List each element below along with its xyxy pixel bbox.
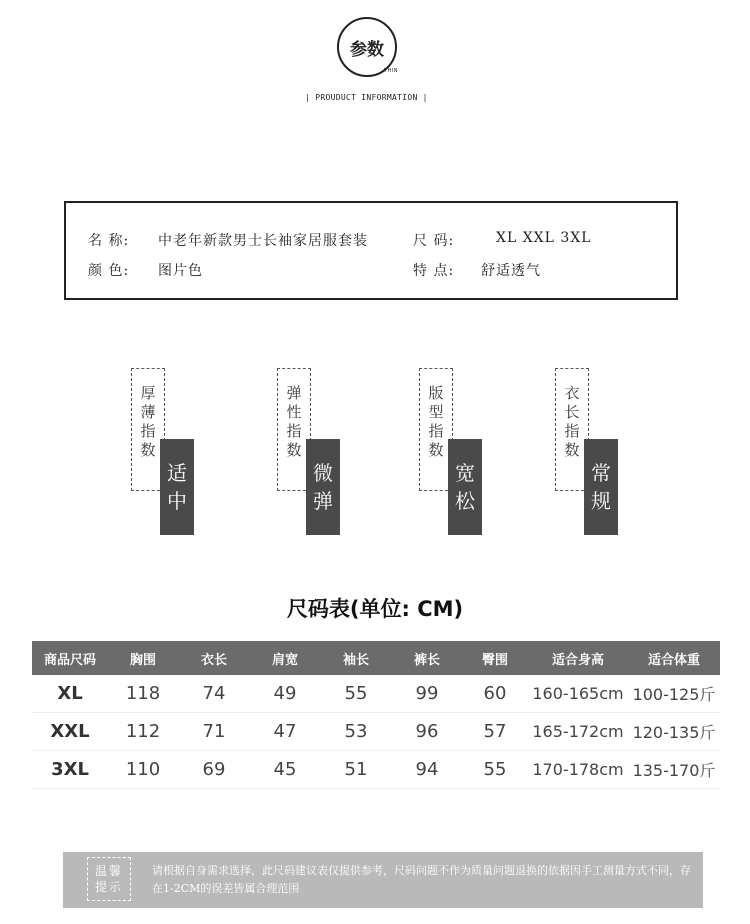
size-value: XL XXL 3XL [496, 230, 592, 246]
cell-height: 165-172cm [528, 713, 628, 751]
size-chart-header-row [32, 641, 720, 675]
table-row [32, 751, 720, 789]
thickness-index-label: 厚 薄 指 数 [131, 368, 165, 491]
badge-subtext: THIN [384, 68, 399, 74]
cell-size: 3XL [32, 751, 108, 789]
cell-hip: 57 [462, 713, 528, 751]
header-sleeve: 袖长 [320, 641, 392, 675]
tip-tag: 温馨 提示 [87, 857, 131, 901]
cell-sleeve: 51 [320, 751, 392, 789]
cell-pants-length: 96 [392, 713, 462, 751]
product-info-box [64, 201, 678, 300]
size-chart-title: 尺码表(单位: CM) [286, 597, 464, 621]
elasticity-index-label: 弹 性 指 数 [277, 368, 311, 491]
cell-chest: 112 [108, 713, 178, 751]
cell-length: 71 [178, 713, 250, 751]
fit-index-label: 版 型 指 数 [419, 368, 453, 491]
cell-height: 170-178cm [528, 751, 628, 789]
header-weight: 适合体重 [628, 641, 720, 675]
header-height: 适合身高 [528, 641, 628, 675]
cell-size: XL [32, 675, 108, 713]
fit-index-value: 宽 松 [448, 439, 482, 535]
cell-shoulder: 45 [250, 751, 320, 789]
name-value: 中老年新款男士长袖家居服套装 [158, 233, 368, 249]
cell-hip: 55 [462, 751, 528, 789]
color-label: 颜 色: [88, 263, 130, 279]
name-label: 名 称: [88, 233, 130, 249]
table-row [32, 713, 720, 751]
cell-length: 69 [178, 751, 250, 789]
cell-shoulder: 49 [250, 675, 320, 713]
size-label: 尺 码: [413, 233, 455, 249]
cell-sleeve: 53 [320, 713, 392, 751]
elasticity-index-value: 微 弹 [306, 439, 340, 535]
header-chest: 胸围 [108, 641, 178, 675]
header-size: 商品尺码 [32, 641, 108, 675]
table-row [32, 675, 720, 713]
feature-label: 特 点: [413, 263, 455, 279]
cell-pants-length: 94 [392, 751, 462, 789]
header-hip: 臀围 [462, 641, 528, 675]
cell-sleeve: 55 [320, 675, 392, 713]
cell-chest: 118 [108, 675, 178, 713]
cell-shoulder: 47 [250, 713, 320, 751]
cell-hip: 60 [462, 675, 528, 713]
header-pants-length: 裤长 [392, 641, 462, 675]
cell-length: 74 [178, 675, 250, 713]
cell-chest: 110 [108, 751, 178, 789]
header-length: 衣长 [178, 641, 250, 675]
header-shoulder: 肩宽 [250, 641, 320, 675]
cell-height: 160-165cm [528, 675, 628, 713]
badge-text: 参数 [350, 39, 384, 60]
size-chart-table [32, 641, 720, 789]
cell-pants-length: 99 [392, 675, 462, 713]
color-value: 图片色 [158, 263, 203, 279]
cell-weight: 120-135斤 [628, 713, 720, 751]
length-index-label: 衣 长 指 数 [555, 368, 589, 491]
cell-weight: 100-125斤 [628, 675, 720, 713]
cell-size: XXL [32, 713, 108, 751]
tip-text: 请根据自身需求选择，此尺码建议表仅提供参考，尺码问题不作为质量问题退换的依据因手工测量方式不同，存在1-2CM的误差皆属合理范围 [152, 864, 691, 895]
product-info-subtitle: | PROUDUCT INFORMATION | [305, 93, 428, 102]
feature-value: 舒适透气 [481, 263, 541, 279]
thickness-index-value: 适 中 [160, 439, 194, 535]
length-index-value: 常 规 [584, 439, 618, 535]
cell-weight: 135-170斤 [628, 751, 720, 789]
